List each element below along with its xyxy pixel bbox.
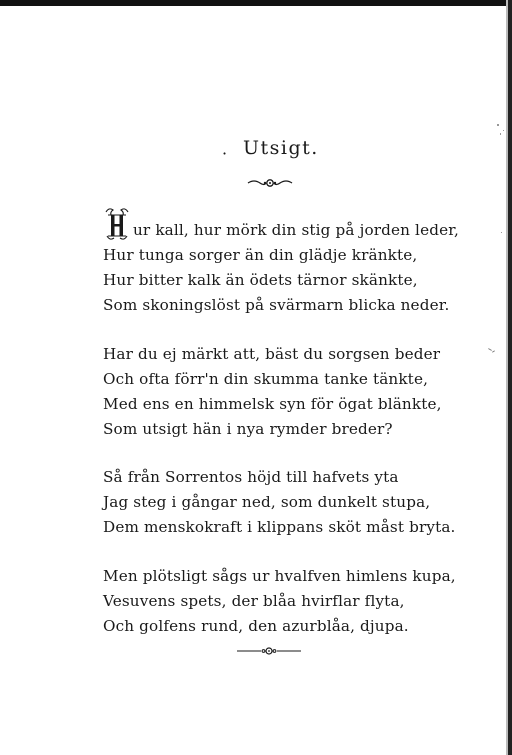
paper-speck bbox=[500, 133, 501, 135]
ornament-top-icon bbox=[246, 176, 294, 190]
verse-line: Som utsigt hän i nya rymder breder? bbox=[103, 420, 393, 438]
paper-speck bbox=[492, 350, 495, 352]
verse-line: Och golfens rund, den azurblåa, djupa. bbox=[103, 617, 409, 635]
verse-line: Jag steg i gångar ned, som dunkelt stupa, bbox=[103, 493, 431, 511]
verse-line: Dem menskokraft i klippans sköt måst bryta. bbox=[103, 518, 456, 536]
paper-speck bbox=[497, 124, 499, 126]
poem-title: Utsigt. bbox=[243, 137, 319, 159]
verse-line: Har du ej märkt att, bäst du sorgsen beder bbox=[103, 345, 441, 363]
verse-line: Hur tunga sorger än din glädje kränkte, bbox=[103, 246, 418, 264]
page-top-edge bbox=[0, 0, 512, 6]
paper-speck bbox=[503, 130, 504, 131]
ornament-bottom-icon bbox=[236, 645, 302, 657]
verse-line: Och ofta förr'n din skumma tanke tänkte, bbox=[103, 370, 429, 388]
verse-line: ur kall, hur mörk din stig på jorden leder, bbox=[133, 221, 459, 239]
verse-line: Så från Sorrentos höjd till hafvets yta bbox=[103, 468, 399, 486]
verse-line: Med ens en himmelsk syn för ögat blänkte, bbox=[103, 395, 442, 413]
drop-cap-flourish-icon bbox=[103, 206, 131, 242]
title-dot: · bbox=[222, 144, 228, 163]
verse-line: Hur bitter kalk än ödets tärnor skänkte, bbox=[103, 271, 418, 289]
paper-speck bbox=[488, 348, 492, 351]
paper-speck bbox=[501, 232, 502, 233]
drop-cap-h bbox=[103, 206, 131, 242]
verse-line: Men plötsligt sågs ur hvalfven himlens kupa, bbox=[103, 567, 456, 585]
verse-line: Vesuvens spets, der blåa hvirflar flyta, bbox=[103, 592, 405, 610]
verse-line: Som skoningslöst på svärmarn blicka neder. bbox=[103, 296, 450, 314]
page-right-edge bbox=[508, 0, 512, 755]
